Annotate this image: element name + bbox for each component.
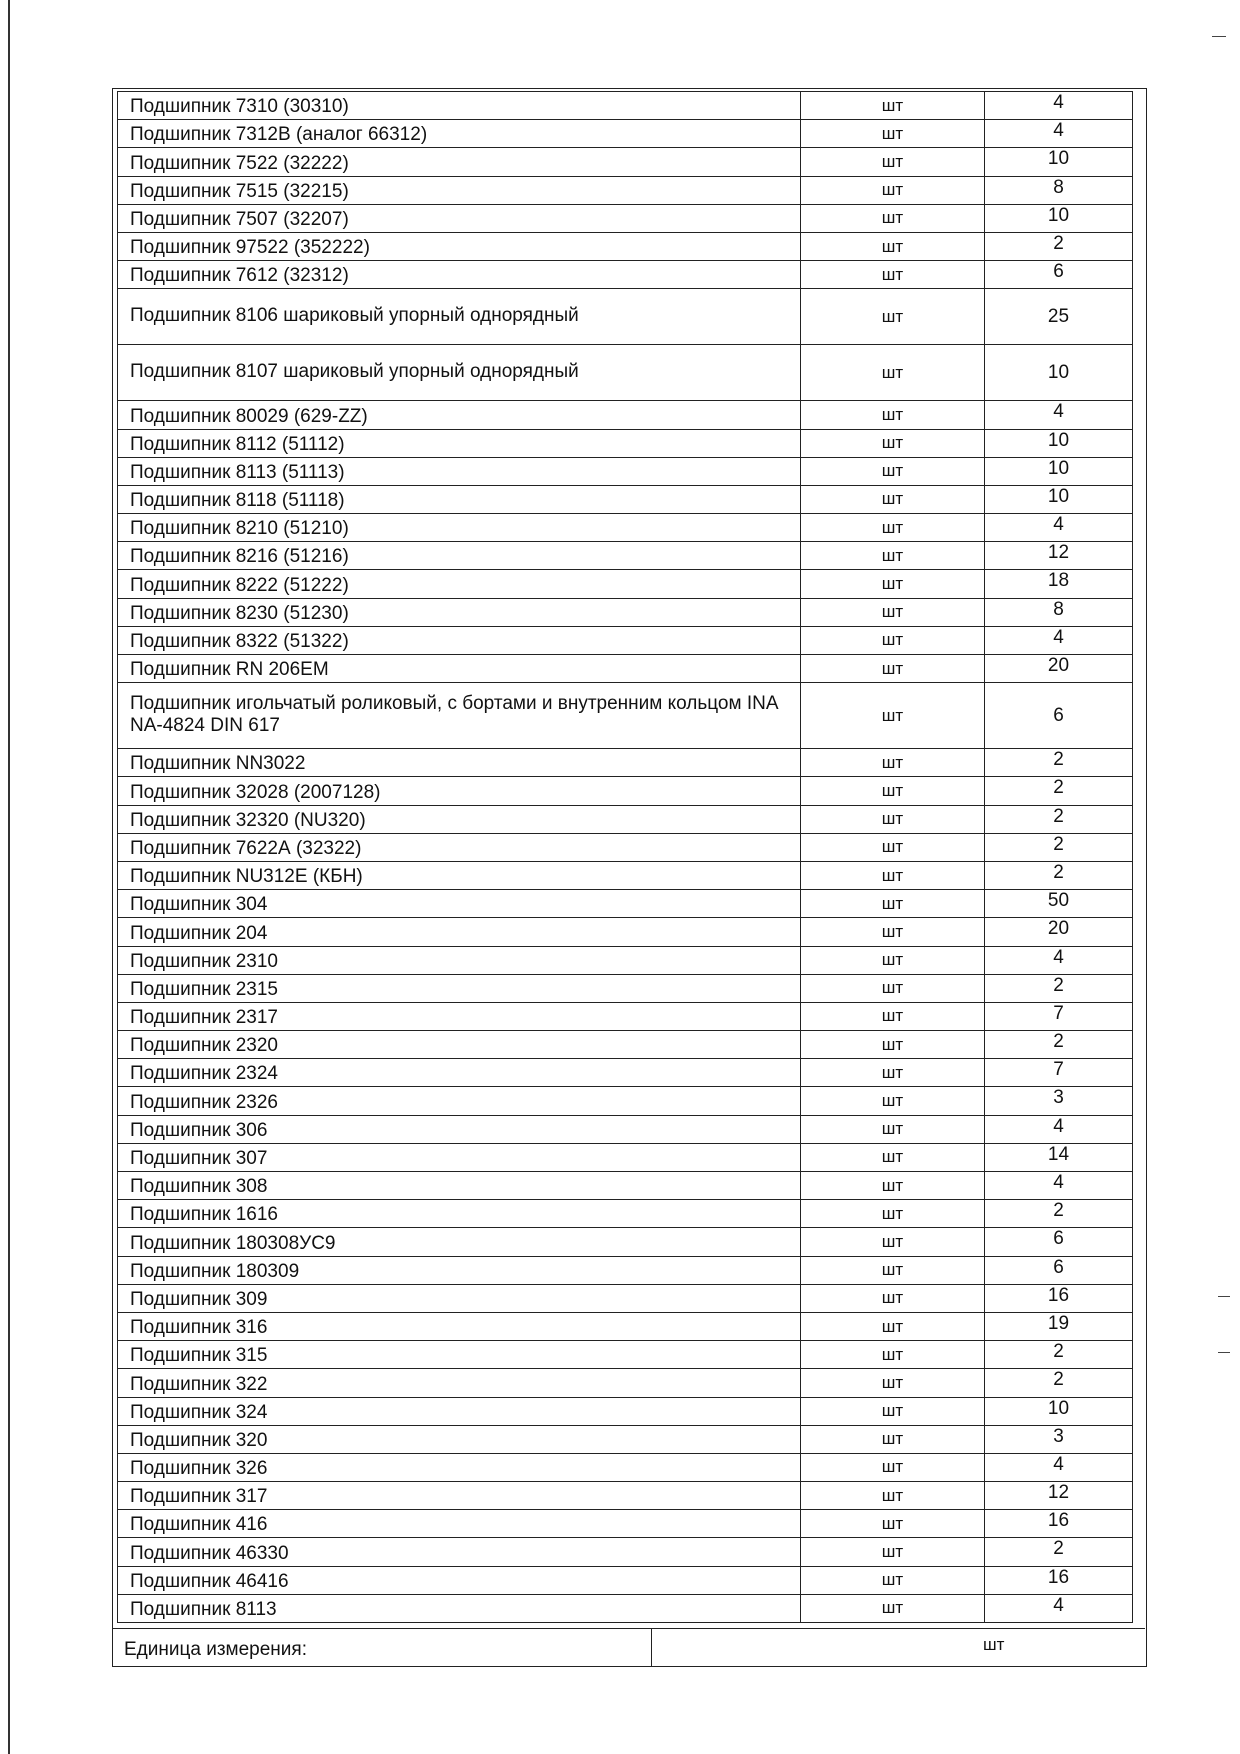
item-unit: шт: [801, 176, 985, 204]
item-name: Подшипник 8322 (51322): [118, 626, 801, 654]
item-unit: шт: [801, 1256, 985, 1284]
item-unit: шт: [801, 485, 985, 513]
table-row: [118, 232, 1133, 260]
table-row: [118, 890, 1133, 918]
table-row: [118, 861, 1133, 889]
item-name: Подшипник 97522 (352222): [118, 232, 801, 260]
table-row: [118, 1482, 1133, 1510]
item-quantity: 12: [985, 1482, 1133, 1510]
item-name: Подшипник 180309: [118, 1256, 801, 1284]
item-quantity: 10: [985, 485, 1133, 513]
table-row: [118, 946, 1133, 974]
item-quantity: 2: [985, 749, 1133, 777]
item-quantity: 25: [985, 289, 1133, 345]
item-unit: шт: [801, 120, 985, 148]
scan-mark: [1212, 36, 1226, 37]
table-row: [118, 1453, 1133, 1481]
table-row: [118, 1510, 1133, 1538]
item-quantity: 8: [985, 176, 1133, 204]
table-row: [118, 626, 1133, 654]
item-name: Подшипник 7622А (32322): [118, 833, 801, 861]
table-row: [118, 1594, 1133, 1622]
item-name: Подшипник 8230 (51230): [118, 598, 801, 626]
item-name: Подшипник 32320 (NU320): [118, 805, 801, 833]
table-row: [118, 1538, 1133, 1566]
unit-footer-row: [113, 1628, 1145, 1666]
item-quantity: 4: [985, 401, 1133, 429]
item-name: Подшипник 8210 (51210): [118, 514, 801, 542]
table-row: [118, 805, 1133, 833]
item-unit: шт: [801, 1143, 985, 1171]
item-name: Подшипник 308: [118, 1172, 801, 1200]
table-row: [118, 570, 1133, 598]
item-quantity: 2: [985, 833, 1133, 861]
item-unit: шт: [801, 148, 985, 176]
item-name: Подшипник 8113: [118, 1594, 801, 1622]
item-name: Подшипник 2320: [118, 1031, 801, 1059]
item-name: Подшипник 46330: [118, 1538, 801, 1566]
item-name: Подшипник 2326: [118, 1087, 801, 1115]
item-quantity: 2: [985, 1200, 1133, 1228]
table-row: [118, 974, 1133, 1002]
item-unit: шт: [801, 598, 985, 626]
item-quantity: 4: [985, 120, 1133, 148]
item-unit: шт: [801, 1087, 985, 1115]
table-row: [118, 261, 1133, 289]
item-unit: шт: [801, 1538, 985, 1566]
item-quantity: 16: [985, 1510, 1133, 1538]
item-unit: шт: [801, 261, 985, 289]
item-name: Подшипник 8106 шариковый упорный однорядный: [118, 289, 801, 345]
item-name: Подшипник RN 206ЕМ: [118, 655, 801, 683]
item-unit: шт: [801, 1566, 985, 1594]
item-name: Подшипник 315: [118, 1341, 801, 1369]
item-quantity: 10: [985, 204, 1133, 232]
table-row: [118, 1115, 1133, 1143]
item-unit: шт: [801, 1369, 985, 1397]
item-name: Подшипник 306: [118, 1115, 801, 1143]
item-unit: шт: [801, 805, 985, 833]
scan-edge-line: [8, 0, 10, 1754]
item-unit: шт: [801, 514, 985, 542]
item-name: Подшипник 8222 (51222): [118, 570, 801, 598]
item-name: Подшипник NU312E (КБН): [118, 861, 801, 889]
table-row: [118, 1200, 1133, 1228]
item-name: Подшипник 317: [118, 1482, 801, 1510]
item-name: Подшипник 416: [118, 1510, 801, 1538]
table-row: [118, 777, 1133, 805]
table-row: [118, 1031, 1133, 1059]
table-row: [118, 148, 1133, 176]
item-quantity: 4: [985, 946, 1133, 974]
item-unit: шт: [801, 1341, 985, 1369]
table-row: [118, 1566, 1133, 1594]
table-row: [118, 542, 1133, 570]
item-name: Подшипник 7515 (32215): [118, 176, 801, 204]
item-unit: шт: [801, 1510, 985, 1538]
item-quantity: 10: [985, 1397, 1133, 1425]
item-unit: шт: [801, 1594, 985, 1622]
item-name: Подшипник 320: [118, 1425, 801, 1453]
item-unit: шт: [801, 401, 985, 429]
bearings-table: [117, 91, 1133, 1623]
scan-mark: [1218, 1296, 1230, 1297]
table-row: [118, 92, 1133, 120]
item-unit: шт: [801, 946, 985, 974]
table-row: [118, 655, 1133, 683]
item-name: Подшипник 180308УС9: [118, 1228, 801, 1256]
table-row: [118, 345, 1133, 401]
table-row: [118, 457, 1133, 485]
item-unit: шт: [801, 1002, 985, 1030]
table-row: [118, 833, 1133, 861]
table-row: [118, 1425, 1133, 1453]
item-quantity: 20: [985, 918, 1133, 946]
item-unit: шт: [801, 861, 985, 889]
item-name: Подшипник 8112 (51112): [118, 429, 801, 457]
item-quantity: 2: [985, 1341, 1133, 1369]
item-unit: шт: [801, 890, 985, 918]
table-row: [118, 1256, 1133, 1284]
item-name: Подшипник 322: [118, 1369, 801, 1397]
item-unit: шт: [801, 429, 985, 457]
item-quantity: 8: [985, 598, 1133, 626]
item-unit: шт: [801, 1059, 985, 1087]
table-row: [118, 683, 1133, 749]
item-unit: шт: [801, 777, 985, 805]
item-unit: шт: [801, 457, 985, 485]
item-quantity: 2: [985, 232, 1133, 260]
item-quantity: 3: [985, 1425, 1133, 1453]
table-row: [118, 749, 1133, 777]
item-unit: шт: [801, 655, 985, 683]
table-row: [118, 429, 1133, 457]
item-quantity: 4: [985, 92, 1133, 120]
item-quantity: 2: [985, 1369, 1133, 1397]
item-quantity: 10: [985, 457, 1133, 485]
table-row: [118, 514, 1133, 542]
item-name: Подшипник 204: [118, 918, 801, 946]
item-quantity: 10: [985, 429, 1133, 457]
item-quantity: 14: [985, 1143, 1133, 1171]
item-quantity: 2: [985, 974, 1133, 1002]
item-name: Подшипник 307: [118, 1143, 801, 1171]
item-unit: шт: [801, 289, 985, 345]
item-unit: шт: [801, 1284, 985, 1312]
item-quantity: 50: [985, 890, 1133, 918]
item-unit: шт: [801, 974, 985, 1002]
item-unit: шт: [801, 92, 985, 120]
item-unit: шт: [801, 1453, 985, 1481]
item-name: Подшипник 326: [118, 1453, 801, 1481]
item-quantity: 6: [985, 1228, 1133, 1256]
item-unit: шт: [801, 749, 985, 777]
item-quantity: 4: [985, 1115, 1133, 1143]
item-unit: шт: [801, 542, 985, 570]
item-unit: шт: [801, 232, 985, 260]
table-row: [118, 485, 1133, 513]
table-row: [118, 1002, 1133, 1030]
item-quantity: 2: [985, 805, 1133, 833]
item-name: Подшипник 2310: [118, 946, 801, 974]
item-quantity: 19: [985, 1312, 1133, 1340]
item-name: Подшипник 309: [118, 1284, 801, 1312]
item-unit: шт: [801, 1425, 985, 1453]
item-name: Подшипник 80029 (629-ZZ): [118, 401, 801, 429]
item-unit: шт: [801, 204, 985, 232]
item-quantity: 2: [985, 1538, 1133, 1566]
item-name: Подшипник 46416: [118, 1566, 801, 1594]
scan-mark: [1218, 1352, 1230, 1353]
table-row: [118, 1228, 1133, 1256]
item-unit: шт: [801, 833, 985, 861]
unit-value: шт: [983, 1635, 1005, 1654]
item-unit: шт: [801, 1397, 985, 1425]
table-row: [118, 918, 1133, 946]
item-quantity: 2: [985, 861, 1133, 889]
item-name: Подшипник 324: [118, 1397, 801, 1425]
item-name: Подшипник 7522 (32222): [118, 148, 801, 176]
unit-label: Единица измерения:: [124, 1639, 307, 1660]
table-row: [118, 204, 1133, 232]
item-name: Подшипник 304: [118, 890, 801, 918]
item-name: Подшипник 2315: [118, 974, 801, 1002]
item-name: Подшипник 8113 (51113): [118, 457, 801, 485]
item-unit: шт: [801, 1228, 985, 1256]
item-name: Подшипник 7507 (32207): [118, 204, 801, 232]
item-name: Подшипник 8107 шариковый упорный однорядный: [118, 345, 801, 401]
item-quantity: 4: [985, 514, 1133, 542]
item-unit: шт: [801, 1031, 985, 1059]
item-unit: шт: [801, 1172, 985, 1200]
item-quantity: 4: [985, 1172, 1133, 1200]
item-name: Подшипник 316: [118, 1312, 801, 1340]
table-row: [118, 1397, 1133, 1425]
item-quantity: 10: [985, 148, 1133, 176]
item-name: Подшипник NN3022: [118, 749, 801, 777]
table-row: [118, 120, 1133, 148]
item-quantity: 6: [985, 261, 1133, 289]
item-quantity: 2: [985, 777, 1133, 805]
table-row: [118, 401, 1133, 429]
item-quantity: 7: [985, 1002, 1133, 1030]
table-row: [118, 1341, 1133, 1369]
item-quantity: 3: [985, 1087, 1133, 1115]
item-name: Подшипник 1616: [118, 1200, 801, 1228]
item-name: Подшипник 8118 (51118): [118, 485, 801, 513]
item-unit: шт: [801, 1312, 985, 1340]
item-unit: шт: [801, 683, 985, 749]
item-quantity: 4: [985, 626, 1133, 654]
table-row: [118, 1172, 1133, 1200]
item-name: Подшипник 32028 (2007128): [118, 777, 801, 805]
item-quantity: 12: [985, 542, 1133, 570]
item-name: Подшипник 7310 (30310): [118, 92, 801, 120]
table-row: [118, 1312, 1133, 1340]
item-quantity: 6: [985, 683, 1133, 749]
item-unit: шт: [801, 1115, 985, 1143]
item-name: Подшипник 7312В (аналог 66312): [118, 120, 801, 148]
table-row: [118, 1284, 1133, 1312]
item-unit: шт: [801, 345, 985, 401]
table-row: [118, 598, 1133, 626]
table-row: [118, 1059, 1133, 1087]
item-name: Подшипник 7612 (32312): [118, 261, 801, 289]
item-quantity: 6: [985, 1256, 1133, 1284]
column-divider: [651, 1629, 652, 1666]
table-row: [118, 176, 1133, 204]
item-quantity: 16: [985, 1566, 1133, 1594]
item-quantity: 18: [985, 570, 1133, 598]
table-row: [118, 289, 1133, 345]
item-unit: шт: [801, 1200, 985, 1228]
item-quantity: 16: [985, 1284, 1133, 1312]
table-row: [118, 1143, 1133, 1171]
item-quantity: 10: [985, 345, 1133, 401]
item-name: Подшипник 2324: [118, 1059, 801, 1087]
item-unit: шт: [801, 1482, 985, 1510]
item-name: Подшипник 8216 (51216): [118, 542, 801, 570]
item-quantity: 7: [985, 1059, 1133, 1087]
item-quantity: 4: [985, 1594, 1133, 1622]
item-unit: шт: [801, 570, 985, 598]
item-quantity: 4: [985, 1453, 1133, 1481]
item-name: Подшипник 2317: [118, 1002, 801, 1030]
table-row: [118, 1087, 1133, 1115]
item-unit: шт: [801, 918, 985, 946]
table-row: [118, 1369, 1133, 1397]
item-quantity: 20: [985, 655, 1133, 683]
item-quantity: 2: [985, 1031, 1133, 1059]
item-name: Подшипник игольчатый роликовый, с бортами и внутренним кольцом INA NA-4824 DIN 617: [118, 683, 801, 749]
item-unit: шт: [801, 626, 985, 654]
